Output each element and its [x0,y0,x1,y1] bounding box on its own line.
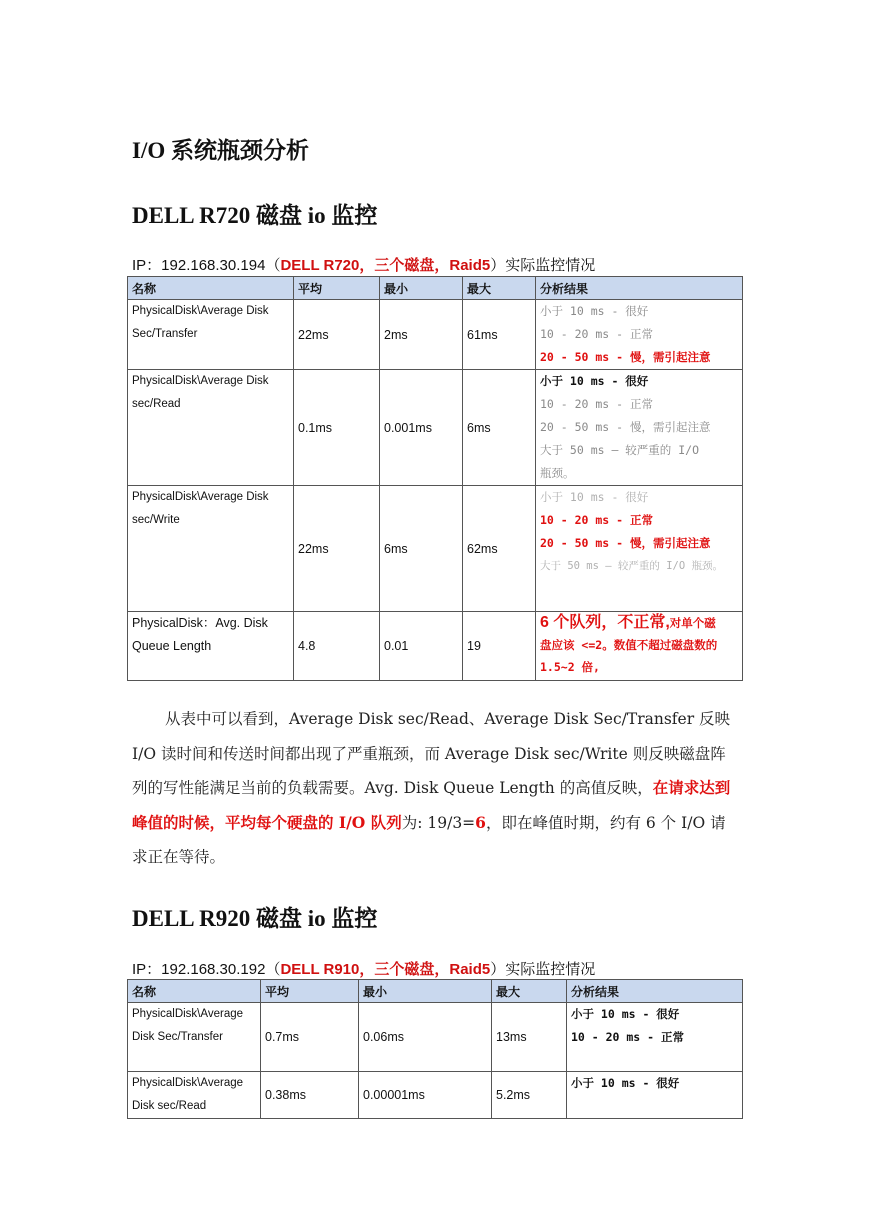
result-line [540,612,738,634]
table-row [128,300,743,370]
paragraph-text: 为: 19/3= [401,813,476,832]
col-header-max: 最大 [492,980,567,1003]
avg-cell: 22ms [294,300,380,370]
min-cell: 0.06ms [359,1003,492,1072]
queue-note: 对单个磁 [669,616,716,630]
metric-name-cell [128,486,294,612]
avg-cell: 0.7ms [261,1003,359,1072]
ip-prefix: IP：192.168.30.192（ [132,961,281,978]
col-header-name: 名称 [128,980,261,1003]
metric-name: Sec/Transfer [132,328,198,340]
ip-server-info: DELL R910，三个磁盘，Raid5 [280,961,491,978]
metric-name-cell [128,1003,261,1072]
section2-heading: DELL R920 磁盘 io 监控 [132,906,378,931]
result-cell [536,612,743,681]
min-cell: 2ms [380,300,463,370]
result-line: 20 - 50 ms - 慢，需引起注意 [540,420,711,434]
min-cell: 0.001ms [380,370,463,486]
result-line: 10 - 20 ms - 正常 [540,397,654,411]
queue-verdict: 6 个队列，不正常, [540,614,670,631]
result-line: 大于 50 ms – 较严重的 I/O [540,443,700,457]
max-cell: 61ms [463,300,536,370]
result-line: 瓶颈。 [540,466,575,480]
metric-name-cell [128,612,294,681]
metric-name-cell [128,1072,261,1119]
min-cell: 0.01 [380,612,463,681]
avg-cell: 0.38ms [261,1072,359,1119]
result-cell [567,1003,743,1072]
max-cell: 6ms [463,370,536,486]
section1-ip-line [132,254,595,275]
result-cell [536,486,743,612]
metric-name: Disk sec/Read [132,1100,207,1112]
table-row [128,1072,743,1119]
section2-ip-line [132,958,595,979]
result-line: 10 - 20 ms - 正常 [571,1030,685,1044]
min-cell: 6ms [380,486,463,612]
result-line: 10 - 20 ms - 正常 [540,513,654,527]
avg-cell: 0.1ms [294,370,380,486]
table-header-row [128,277,743,300]
metric-name: PhysicalDisk：Avg. Disk [132,616,268,630]
section1-table [127,276,743,681]
avg-cell: 4.8 [294,612,380,681]
max-cell: 5.2ms [492,1072,567,1119]
result-cell [536,300,743,370]
paragraph-highlight: 在请求达到峰值的时候，平均每个硬盘的 I/O 队列 [132,778,731,832]
col-header-max: 最大 [463,277,536,300]
result-line: 小于 10 ms - 很好 [540,374,649,388]
paragraph-highlight: 6 [475,812,486,832]
metric-name: Queue Length [132,639,212,653]
section1-heading: DELL R720 磁盘 io 监控 [132,203,378,228]
result-cell [536,370,743,486]
col-header-result: 分析结果 [536,277,743,300]
metric-name-cell [128,300,294,370]
ip-suffix: ）实际监控情况 [490,257,596,274]
metric-name: PhysicalDisk\Average [132,1077,244,1089]
avg-cell: 22ms [294,486,380,612]
metric-name: PhysicalDisk\Average Disk [132,491,269,503]
table-row [128,370,743,486]
col-header-name: 名称 [128,277,294,300]
min-cell: 0.00001ms [359,1072,492,1119]
metric-name: PhysicalDisk\Average Disk [132,375,269,387]
result-line: 小于 10 ms - 很好 [571,1076,680,1090]
col-header-min: 最小 [380,277,463,300]
paragraph-text: ，即在峰值时期，约有 6 个 I/O 请求正在等待。 [132,813,726,866]
paragraph-text: 从表中可以看到，Average Disk sec/Read、Average Disk Sec/Transfer 反映 I/O 读时间和传送时间都出现了严重瓶颈，而 Average Disk sec/Write 则反映磁盘阵列的写性能满足当前的负载需要。Avg. Disk Queue Length 的高值反映， [132,710,731,797]
metric-name: PhysicalDisk\Average Disk [132,305,269,317]
metric-name: sec/Write [132,514,180,526]
ip-server-info: DELL R720，三个磁盘，Raid5 [280,257,491,274]
table-row [128,612,743,681]
col-header-result: 分析结果 [567,980,743,1003]
result-line: 20 - 50 ms - 慢，需引起注意 [540,350,711,364]
analysis-paragraph [132,702,738,875]
ip-suffix: ）实际监控情况 [490,961,596,978]
ip-prefix: IP：192.168.30.194（ [132,257,281,274]
max-cell: 19 [463,612,536,681]
metric-name-cell [128,370,294,486]
result-line: 盘应该 <=2。数值不超过磁盘数的 [540,638,718,652]
result-line: 10 - 20 ms - 正常 [540,327,654,341]
result-line: 大于 50 ms – 较严重的 I/O 瓶颈。 [540,560,724,572]
result-line: 小于 10 ms - 很好 [540,490,649,504]
result-line: 小于 10 ms - 很好 [540,304,649,318]
metric-name: sec/Read [132,398,181,410]
result-line: 1.5~2 倍, [540,660,600,674]
col-header-avg: 平均 [294,277,380,300]
table-row [128,486,743,612]
result-line: 20 - 50 ms - 慢，需引起注意 [540,536,711,550]
col-header-avg: 平均 [261,980,359,1003]
col-header-min: 最小 [359,980,492,1003]
metric-name: PhysicalDisk\Average [132,1008,244,1020]
max-cell: 62ms [463,486,536,612]
page-title: I/O 系统瓶颈分析 [132,138,309,163]
result-line: 小于 10 ms - 很好 [571,1007,680,1021]
table-row [128,1003,743,1072]
table-header-row [128,980,743,1003]
section2-table [127,979,743,1119]
metric-name: Disk Sec/Transfer [132,1031,223,1043]
max-cell: 13ms [492,1003,567,1072]
result-cell [567,1072,743,1119]
